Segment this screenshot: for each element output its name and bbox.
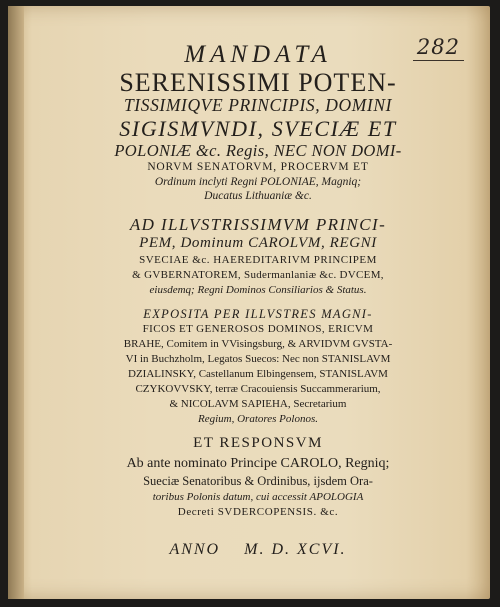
exposita-block [48, 308, 468, 426]
address-line-4: & GVBERNATOREM, Sudermanlaniæ &c. DVCEM, [132, 268, 384, 281]
address-line-2: PEM, Dominum CAROLVM, REGNI [139, 234, 377, 251]
exposita-line-4: VI in Buchzholm, Legatos Suecos: Nec non STANISLAVM [125, 353, 391, 365]
responsum-heading: ET RESPONSVM [193, 435, 323, 451]
title-line-2: SERENISSIMI POTEN- [119, 68, 397, 97]
responsum-line-4: Decreti SVDERCOPENSIS. &c. [177, 505, 339, 518]
book-page [8, 6, 490, 599]
title-line-6: NORVM SENATORVM, PROCERVM ET [147, 161, 369, 173]
title-line-4: SIGISMVNDI, SVECIÆ ET [119, 115, 397, 141]
address-line-3: SVECIAE &c. HAEREDITARIVM PRINCIPEM [139, 253, 377, 266]
title-line-7: Ordinum inclyti Regni POLONIAE, Magniq; [154, 175, 362, 188]
exposita-line-2: FICOS ET GENEROSOS DOMINOS, ERICVM [142, 323, 374, 335]
title-page-text [48, 42, 468, 558]
title-line-8: Ducatus Lithuaniæ &c. [204, 190, 312, 202]
title-line-3: TISSIMIQVE PRINCIPIS, DOMINI [123, 95, 393, 115]
address-line-1: AD ILLVSTRISSIMVM PRINCI- [129, 214, 387, 234]
exposita-line-1: EXPOSITA PER ILLVSTRES MAGNI- [143, 306, 373, 321]
exposita-line-7: & NICOLAVM SAPIEHA, Secretarium [169, 398, 347, 410]
exposita-line-5: DZIALINSKY, Castellanum Elbingensem, STANISLAVM [128, 368, 388, 380]
title-block [48, 42, 468, 203]
responsum-line-2: Sueciæ Senatoribus & Ordinibus, ijsdem Ora- [143, 474, 373, 488]
title-line-1: MANDATA [184, 41, 332, 68]
responsum-line-3: toribus Polonis datum, cui accessit APOLOGIA [152, 490, 364, 503]
exposita-line-6: CZYKOVVSKY, terræ Cracouiensis Succammerarium, [135, 383, 381, 395]
title-line-5: POLONIÆ &c. Regis, NEC NON DOMI- [114, 140, 402, 160]
handwritten-number: 282 [413, 34, 464, 61]
exposita-line-8: Regium, Oratores Polonos. [198, 413, 318, 425]
address-line-5: eiusdemq; Regni Dominos Consiliarios & Status. [149, 283, 367, 296]
responsum-block [48, 436, 468, 518]
exposita-line-3: BRAHE, Comitem in VVisingsburg, & ARVIDVM GVSTA- [123, 338, 393, 350]
responsum-line-1: Ab ante nominato Principe CAROLO, Regniq; [126, 456, 390, 471]
address-block [48, 216, 468, 296]
binding-edge [8, 6, 24, 599]
imprint-date: ANNO M. D. XCVI. [169, 540, 347, 558]
